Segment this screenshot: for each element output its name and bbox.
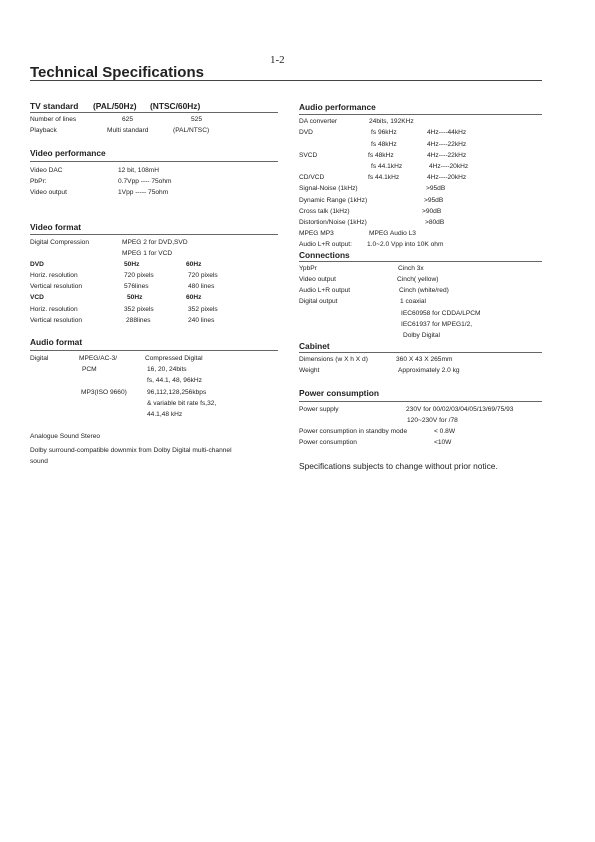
dolby-description-line: sound bbox=[30, 458, 48, 465]
spec-value: fs 44.1kHz bbox=[371, 163, 403, 170]
spec-value: 576lines bbox=[124, 283, 149, 290]
spec-value: >95dB bbox=[426, 185, 446, 192]
spec-label: Weight bbox=[299, 367, 320, 374]
spec-value: & variable bit rate fs,32, bbox=[147, 400, 217, 407]
spec-row bbox=[30, 364, 278, 375]
spec-value: 16, 20, 24bits bbox=[147, 366, 187, 373]
spec-row bbox=[30, 387, 278, 398]
spec-value: Cinch (white/red) bbox=[399, 287, 449, 294]
spec-value: >95dB bbox=[424, 197, 444, 204]
spec-row bbox=[299, 285, 542, 296]
spec-value: 120~230V for /78 bbox=[407, 417, 458, 424]
spec-value: (PAL/NTSC) bbox=[173, 127, 210, 134]
spec-value: 1.0~2.0 Vpp into 10K ohm bbox=[367, 241, 444, 248]
spec-value: Cinch 3x bbox=[398, 265, 424, 272]
spec-value: 352 pixels bbox=[124, 306, 154, 313]
spec-value: 4Hz----20kHz bbox=[429, 163, 469, 170]
section-heading-tv-standard: TV standard bbox=[30, 101, 79, 111]
spec-label: Power consumption in standby mode bbox=[299, 428, 408, 435]
spec-label: Playback bbox=[30, 127, 57, 134]
spec-value: PCM bbox=[82, 366, 97, 373]
spec-label: Dimensions (w X h X d) bbox=[299, 356, 368, 363]
spec-label: Digital bbox=[30, 355, 49, 362]
spec-row bbox=[299, 183, 542, 194]
spec-value: 240 lines bbox=[188, 317, 215, 324]
spec-value: Approximately 2.0 kg bbox=[398, 367, 460, 374]
spec-value: >90dB bbox=[422, 208, 442, 215]
spec-row bbox=[30, 176, 278, 187]
section-heading-audio-performance: Audio performance bbox=[299, 102, 376, 112]
spec-label: VCD bbox=[30, 294, 44, 301]
spec-label: DA converter bbox=[299, 118, 338, 125]
spec-value: < 0.8W bbox=[434, 428, 456, 435]
spec-value: MPEG 2 for DVD,SVD bbox=[122, 239, 188, 246]
title-divider bbox=[30, 80, 542, 81]
spec-row bbox=[30, 259, 278, 270]
spec-row bbox=[299, 239, 542, 250]
spec-row bbox=[299, 330, 542, 341]
dolby-description-line: Dolby surround-compatible downmix from Dolby Digital multi-channel bbox=[30, 447, 232, 454]
spec-label: Distortion/Noise (1kHz) bbox=[299, 219, 367, 226]
spec-row bbox=[299, 437, 542, 448]
spec-label: MPEG MP3 bbox=[299, 230, 334, 237]
spec-label: Video output bbox=[30, 189, 67, 196]
spec-label: Audio L+R output: bbox=[299, 241, 352, 248]
spec-label: Vertical resolution bbox=[30, 317, 83, 324]
section-divider bbox=[30, 161, 278, 162]
spec-value: 360 X 43 X 265mm bbox=[396, 356, 453, 363]
spec-row bbox=[299, 161, 542, 172]
spec-value: 50Hz bbox=[124, 261, 140, 268]
spec-value: 24bits, 192KHz bbox=[369, 118, 414, 125]
spec-value: fs, 44.1, 48, 96kHz bbox=[147, 377, 202, 384]
page-number: 1-2 bbox=[270, 54, 285, 66]
spec-row bbox=[299, 365, 542, 376]
section-heading-video-format: Video format bbox=[30, 222, 82, 232]
spec-row bbox=[299, 127, 542, 138]
spec-value: 525 bbox=[191, 116, 203, 123]
spec-value: 60Hz bbox=[186, 261, 202, 268]
change-notice: Specifications subjects to change without prior notice. bbox=[299, 461, 498, 471]
spec-label: Power consumption bbox=[299, 439, 357, 446]
spec-value: 1 coaxial bbox=[400, 298, 427, 305]
spec-value: MPEG 1 for VCD bbox=[122, 250, 173, 257]
spec-value: 0.7Vpp ---- 75ohm bbox=[118, 178, 172, 185]
spec-label: Horiz. resolution bbox=[30, 306, 78, 313]
spec-value: MPEG Audio L3 bbox=[369, 230, 416, 237]
spec-value: 96,112,128,256kbps bbox=[147, 389, 207, 396]
spec-row bbox=[30, 270, 278, 281]
spec-value: 60Hz bbox=[186, 294, 202, 301]
spec-row bbox=[299, 426, 542, 437]
spec-value: >80dB bbox=[425, 219, 445, 226]
spec-value: 1Vpp ----- 75ohm bbox=[118, 189, 169, 196]
spec-label: Horiz. resolution bbox=[30, 272, 78, 279]
section-heading-audio-format: Audio format bbox=[30, 337, 83, 347]
spec-value: 4Hz----44kHz bbox=[427, 129, 467, 136]
spec-value: Dolby Digital bbox=[403, 332, 441, 339]
spec-value: 4Hz----22kHz bbox=[427, 152, 467, 159]
spec-value: 720 pixels bbox=[188, 272, 218, 279]
section-heading-connections: Connections bbox=[299, 250, 350, 260]
section-heading-video-performance: Video performance bbox=[30, 148, 106, 158]
spec-row bbox=[30, 165, 278, 176]
section-divider bbox=[30, 234, 278, 235]
section-divider bbox=[30, 350, 278, 351]
spec-row bbox=[30, 375, 278, 386]
section-divider bbox=[299, 261, 542, 262]
spec-label: Cross talk (1kHz) bbox=[299, 208, 350, 215]
spec-value: Cinch( yellow) bbox=[397, 276, 439, 283]
spec-row bbox=[299, 415, 542, 426]
spec-row bbox=[30, 187, 278, 198]
spec-row bbox=[299, 206, 542, 217]
spec-value: 44.1,48 kHz bbox=[147, 411, 183, 418]
spec-value: fs 96kHz bbox=[371, 129, 397, 136]
spec-label: Dynamic Range (1kHz) bbox=[299, 197, 368, 204]
spec-row bbox=[30, 315, 278, 326]
page-title: Technical Specifications bbox=[30, 64, 204, 81]
spec-row bbox=[299, 274, 542, 285]
spec-label: Power supply bbox=[299, 406, 339, 413]
spec-row bbox=[30, 248, 278, 259]
spec-label: CD/VCD bbox=[299, 174, 325, 181]
spec-row bbox=[299, 308, 542, 319]
spec-row bbox=[299, 139, 542, 150]
spec-value: fs 48kHz bbox=[371, 141, 397, 148]
spec-value: 352 pixels bbox=[188, 306, 218, 313]
spec-value: 4Hz----22kHz bbox=[427, 141, 467, 148]
spec-label: DVD bbox=[30, 261, 44, 268]
spec-label: Digital Compression bbox=[30, 239, 89, 246]
spec-label: DVD bbox=[299, 129, 313, 136]
spec-label: Signal-Noise (1kHz) bbox=[299, 185, 358, 192]
spec-row bbox=[299, 116, 542, 127]
spec-row bbox=[299, 150, 542, 161]
spec-value: Multi standard bbox=[107, 127, 149, 134]
spec-label: Digital output bbox=[299, 298, 338, 305]
spec-value: 288lines bbox=[126, 317, 151, 324]
spec-value: 12 bit, 108mH bbox=[118, 167, 160, 174]
spec-row bbox=[299, 296, 542, 307]
spec-row bbox=[30, 398, 278, 409]
spec-row bbox=[299, 172, 542, 183]
section-divider bbox=[299, 401, 542, 402]
spec-label: Audio L+R output bbox=[299, 287, 351, 294]
spec-value: fs 44.1kHz bbox=[368, 174, 400, 181]
spec-row bbox=[30, 237, 278, 248]
spec-label: YpbPr bbox=[299, 265, 317, 272]
spec-value: 625 bbox=[122, 116, 134, 123]
spec-value: 4Hz----20kHz bbox=[427, 174, 467, 181]
section-divider bbox=[299, 352, 542, 353]
spec-label: SVCD bbox=[299, 152, 318, 159]
spec-value: Compressed Digital bbox=[145, 355, 203, 362]
spec-value: IEC60958 for CDDA/LPCM bbox=[401, 310, 481, 317]
spec-value: <10W bbox=[434, 439, 452, 446]
spec-row bbox=[30, 304, 278, 315]
spec-row bbox=[299, 354, 542, 365]
spec-label: Video output bbox=[299, 276, 336, 283]
spec-row bbox=[30, 409, 278, 420]
tv-standard-pal-heading: (PAL/50Hz) bbox=[93, 101, 137, 111]
section-heading-power-consumption: Power consumption bbox=[299, 388, 380, 398]
spec-value: MP3(ISO 9660) bbox=[81, 389, 127, 396]
spec-value: 50Hz bbox=[127, 294, 143, 301]
spec-label: PbPr: bbox=[30, 178, 47, 185]
section-divider bbox=[299, 114, 542, 115]
section-divider bbox=[30, 112, 278, 113]
spec-label: Video DAC bbox=[30, 167, 63, 174]
spec-value: fs 48kHz bbox=[368, 152, 394, 159]
spec-label: Vertical resolution bbox=[30, 283, 83, 290]
spec-row bbox=[299, 217, 542, 228]
spec-value: 720 pixels bbox=[124, 272, 154, 279]
spec-value: 230V for 00/02/03/04/05/13/69/75/93 bbox=[406, 406, 514, 413]
tv-standard-ntsc-heading: (NTSC/60Hz) bbox=[150, 101, 201, 111]
spec-row bbox=[299, 263, 542, 274]
section-heading-cabinet: Cabinet bbox=[299, 341, 330, 351]
spec-value: IEC61937 for MPEG1/2, bbox=[401, 321, 473, 328]
spec-row bbox=[30, 281, 278, 292]
spec-row bbox=[299, 228, 542, 239]
spec-label: Number of lines bbox=[30, 116, 77, 123]
spec-row bbox=[30, 125, 278, 136]
spec-row bbox=[30, 292, 278, 303]
spec-row bbox=[30, 353, 278, 364]
spec-row bbox=[299, 195, 542, 206]
spec-row bbox=[30, 114, 278, 125]
spec-value: 480 lines bbox=[188, 283, 215, 290]
spec-value: MPEG/AC-3/ bbox=[79, 355, 118, 362]
spec-row bbox=[299, 404, 542, 415]
spec-row bbox=[299, 319, 542, 330]
analogue-sound-text: Analogue Sound Stereo bbox=[30, 433, 101, 440]
